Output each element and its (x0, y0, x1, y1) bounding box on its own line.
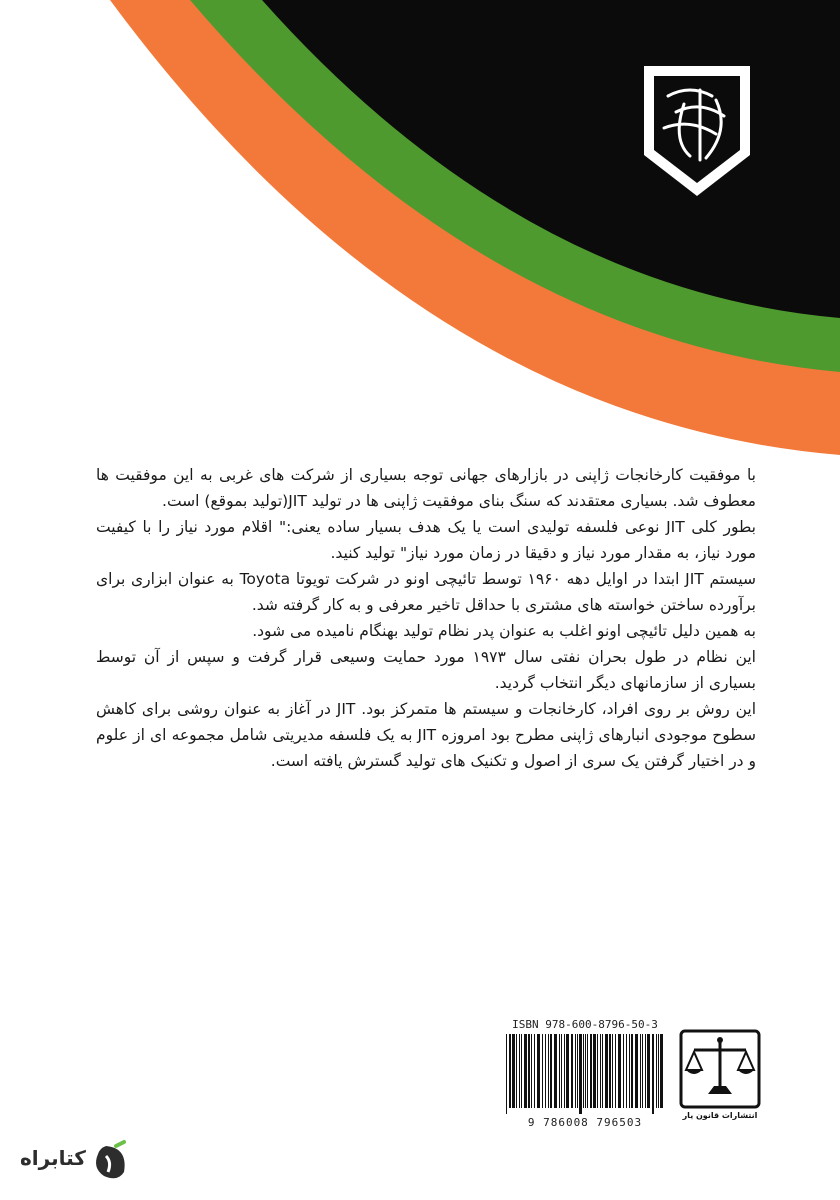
barcode-bar (642, 1034, 643, 1108)
barcode-bar (577, 1034, 578, 1108)
barcode-bar (512, 1034, 515, 1108)
barcode-bar (548, 1034, 549, 1108)
barcode-bar (635, 1034, 638, 1108)
barcode-bar (626, 1034, 627, 1108)
barcode-bar (585, 1034, 586, 1108)
barcode-bar (579, 1034, 582, 1114)
barcode-bar (534, 1034, 535, 1108)
barcode-bar (550, 1034, 552, 1108)
barcode-bar (528, 1034, 530, 1108)
barcode-bar (566, 1034, 569, 1108)
paragraph-oil-crisis: این نظام در طول بحران نفتی سال ۱۹۷۳ مورد حمایت وسیعی قرار گرفت و سپس از آن توسط بسیاری از سازمانهای دیگر انتخاب گردید. (96, 648, 756, 692)
publisher-name: انتشارات قانون یار (682, 1111, 758, 1120)
barcode-bar (612, 1034, 613, 1108)
barcode-bar (521, 1034, 522, 1108)
isbn-barcode-block (500, 1018, 670, 1130)
barcode-bar (656, 1034, 657, 1108)
barcode-bar (524, 1034, 527, 1108)
watermark (20, 1138, 130, 1184)
barcode-bar (605, 1034, 608, 1108)
paragraph-history: سیستم JIT ابتدا در اوایل دهه ۱۹۶۰ توسط تائیچی اونو در شرکت تویوتا Toyota به عنوان ابزاری برای برآورده ساختن خواسته های مشتری با حداقل تاخیر معرفی و به کار گرفته شد. (96, 570, 756, 614)
barcode-bar (509, 1034, 511, 1108)
barcode-bar (506, 1034, 507, 1114)
barcode-bar (561, 1034, 562, 1108)
barcode-bar (623, 1034, 624, 1108)
back-cover-text (96, 462, 756, 774)
barcode-bar (615, 1034, 616, 1108)
barcode-bar (658, 1034, 659, 1108)
publisher-logo (678, 1028, 762, 1124)
barcode-bar (583, 1034, 584, 1108)
barcode-bar (647, 1034, 650, 1108)
barcode-bar (590, 1034, 592, 1108)
watermark-text: کتابراه (20, 1146, 86, 1170)
barcode-bar (564, 1034, 565, 1108)
barcode-bar (575, 1034, 576, 1108)
kitabrah-leaf-icon (96, 1142, 125, 1178)
paragraph-philosophy: این روش بر روی افراد، کارخانجات و سیستم ها متمرکز بود. JIT در آغاز به عنوان روشی برای کاهش سطوح موجودی انبارهای ژاپنی مطرح بود امروزه JIT به یک فلسفه مدیریتی شامل مجموعه ای از علوم و در اختیار گرفتن یک سری از اصول و تکنیک های تولید گسترش یافته است. (96, 700, 756, 770)
paragraph-intro: با موفقیت کارخانجات ژاپنی در بازارهای جهانی توجه بسیاری از شرکت های غربی به این موفقیت ها معطوف شد. بسیاری معتقدند که سنگ بنای موفقیت ژاپنی ها در تولید JIT(تولید بموقع) است. (96, 466, 756, 510)
barcode-bar (531, 1034, 532, 1108)
paragraph-ohno: به همین دلیل تائیچی اونو اغلب به عنوان پدر نظام تولید بهنگام نامیده می شود. (252, 622, 756, 640)
barcode-bar (602, 1034, 603, 1108)
isbn-digits: 9 786008 796503 (527, 1116, 643, 1129)
barcode-bar (587, 1034, 588, 1108)
barcode-bar (519, 1034, 520, 1108)
barcode (504, 1034, 666, 1114)
barcode-bar (559, 1034, 560, 1108)
barcode-bar (600, 1034, 601, 1108)
cover-art (0, 0, 840, 470)
barcode-bar (640, 1034, 641, 1108)
isbn-label: ISBN 978-600-8796-50-3 (512, 1018, 658, 1031)
barcode-bar (660, 1034, 663, 1108)
scales-of-justice-icon (678, 1028, 762, 1110)
barcode-bar (652, 1034, 654, 1114)
barcode-bar (516, 1034, 517, 1108)
barcode-bar (554, 1034, 557, 1108)
barcode-bar (537, 1034, 540, 1108)
paragraph-definition: بطور کلی JIT نوعی فلسفه تولیدی است یا یک هدف بسیار ساده یعنی:" اقلام مورد نیاز را با کیفیت مورد نیاز، به مقدار مورد نیاز و دقیقا در زمان مورد نیاز" تولید کنید. (96, 518, 756, 562)
barcode-bar (593, 1034, 596, 1108)
barcode-bar (542, 1034, 543, 1108)
barcode-bar (645, 1034, 646, 1108)
barcode-bar (571, 1034, 573, 1108)
barcode-bar (631, 1034, 633, 1108)
barcode-bar (618, 1034, 621, 1108)
barcode-bar (545, 1034, 546, 1108)
barcode-bar (629, 1034, 630, 1108)
barcode-bar (609, 1034, 611, 1108)
barcode-bar (597, 1034, 598, 1108)
